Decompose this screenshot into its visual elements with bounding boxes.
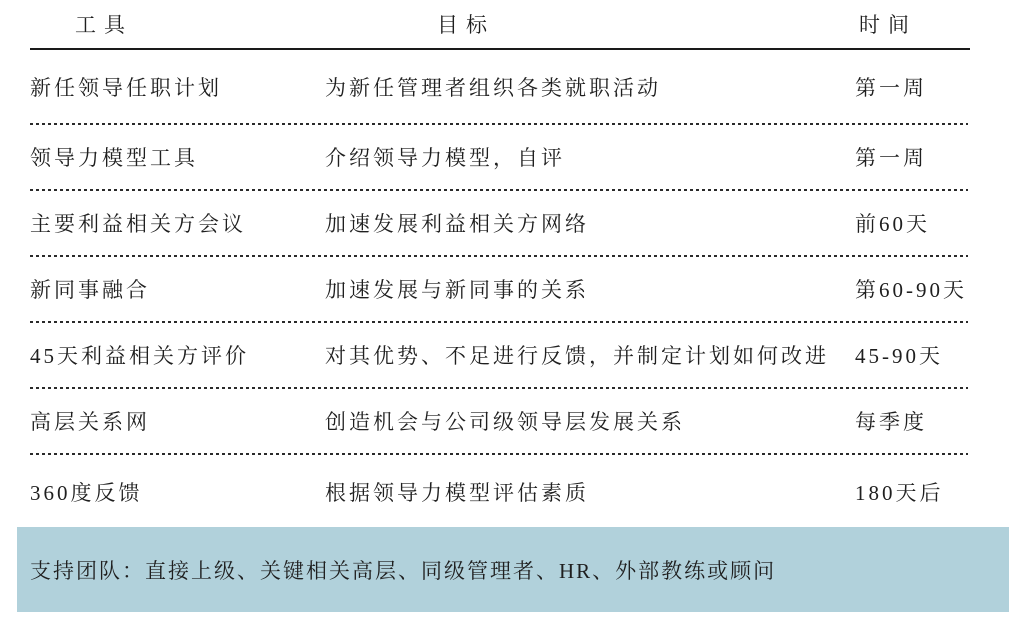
table-row <box>0 257 1030 321</box>
table-row <box>0 50 1030 123</box>
time-cell: 每季度 <box>855 410 927 434</box>
goal-cell: 根据领导力模型评估素质 <box>325 480 589 505</box>
goal-cell: 对其优势、不足进行反馈，并制定计划如何改进 <box>325 344 829 368</box>
goal-cell: 创造机会与公司级领导层发展关系 <box>325 410 685 434</box>
table-row <box>0 389 1030 453</box>
table-header-row <box>0 0 1030 48</box>
table-row <box>0 323 1030 387</box>
support-team-text: 支持团队：直接上级、关键相关高层、同级管理者、HR、外部教练或顾问 <box>30 558 777 583</box>
table-row <box>0 191 1030 255</box>
tool-cell: 360度反馈 <box>30 480 143 505</box>
time-cell: 第一周 <box>855 75 927 100</box>
column-header-goal: 目标 <box>437 13 495 37</box>
support-team-banner <box>17 527 1009 612</box>
goal-cell: 为新任管理者组织各类就职活动 <box>325 75 661 100</box>
tool-cell: 新任领导任职计划 <box>30 75 222 100</box>
time-cell: 第60-90天 <box>855 278 967 302</box>
time-cell: 前60天 <box>855 212 930 236</box>
column-header-time: 时间 <box>859 13 917 37</box>
tool-cell: 领导力模型工具 <box>30 146 198 170</box>
column-header-tool: 工具 <box>75 13 133 37</box>
tool-cell: 高层关系网 <box>30 410 150 434</box>
tool-cell: 45天利益相关方评价 <box>30 344 249 368</box>
time-cell: 第一周 <box>855 146 927 170</box>
time-cell: 45-90天 <box>855 344 943 368</box>
goal-cell: 加速发展利益相关方网络 <box>325 212 589 236</box>
goal-cell: 介绍领导力模型，自评 <box>325 146 565 170</box>
table-row <box>0 455 1030 528</box>
time-cell: 180天后 <box>855 480 944 505</box>
goal-cell: 加速发展与新同事的关系 <box>325 278 589 302</box>
tool-cell: 主要利益相关方会议 <box>30 212 246 236</box>
tool-cell: 新同事融合 <box>30 278 150 302</box>
table-row <box>0 125 1030 189</box>
